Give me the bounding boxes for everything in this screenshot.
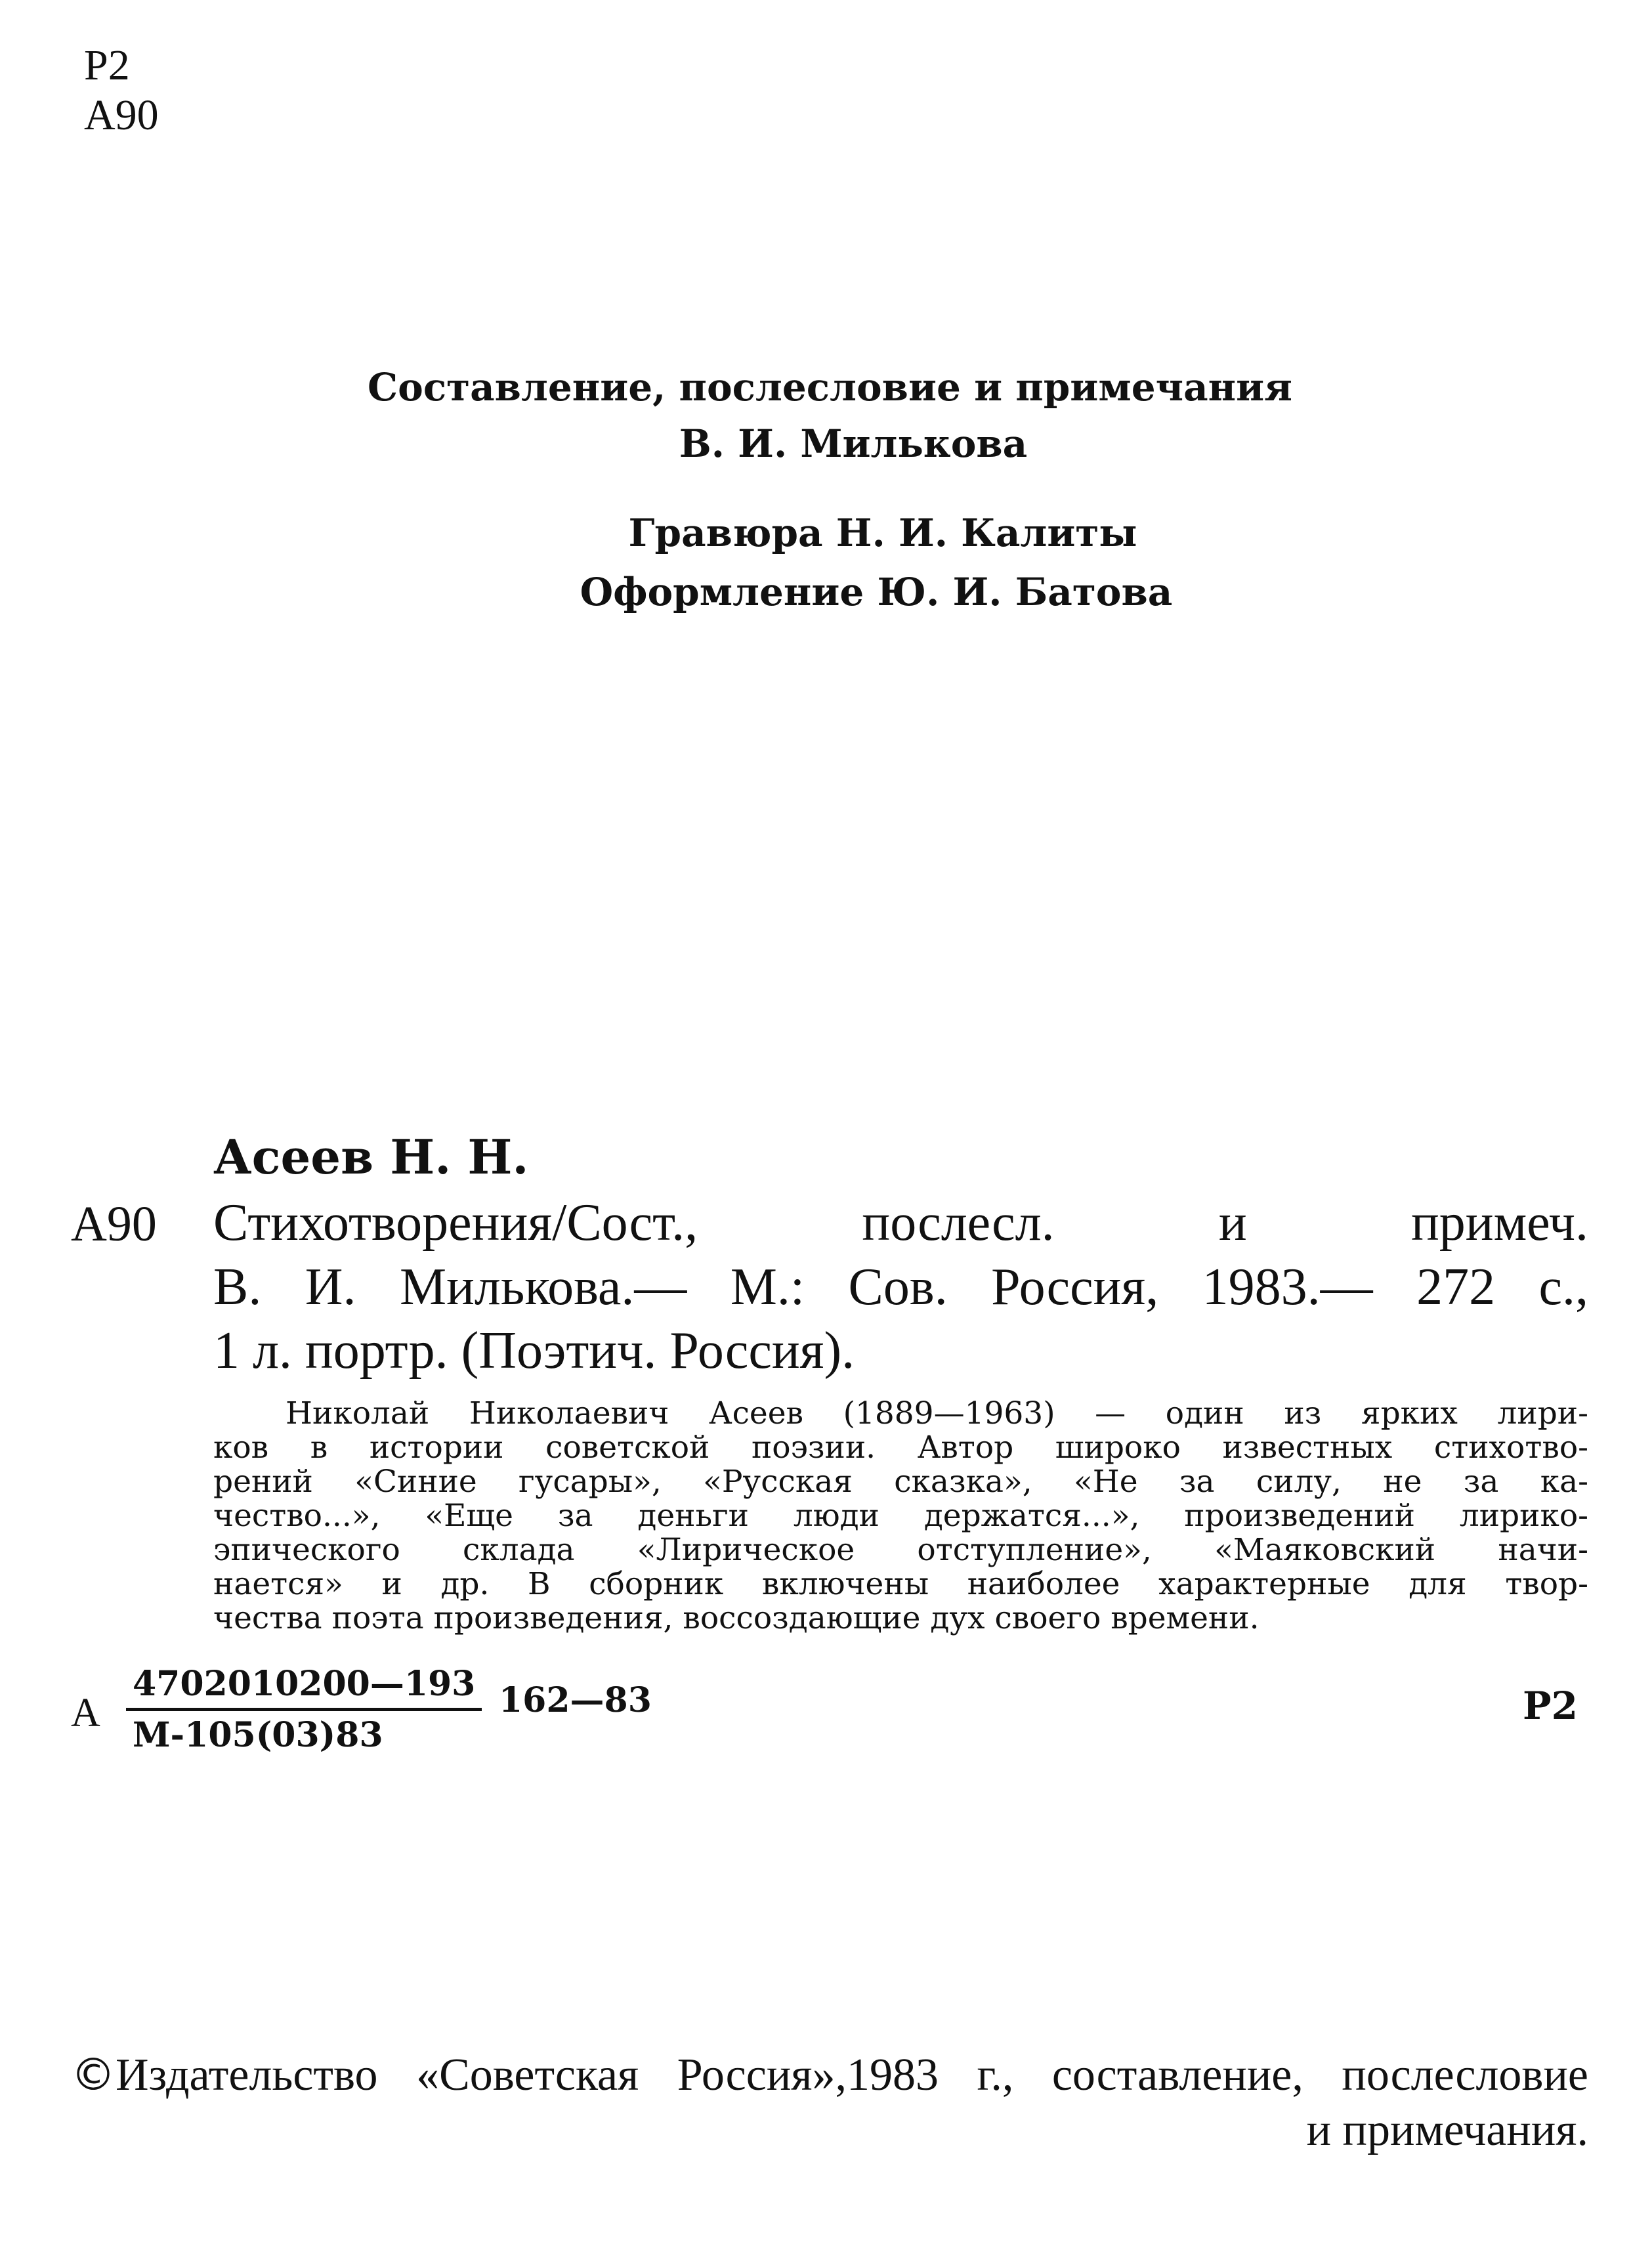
copyright-line-1	[71, 2048, 1588, 2103]
bibliographic-line-3: 1 л. портр. (Поэтич. Россия).	[213, 1322, 855, 1380]
index-denominator: М-105(03)83	[133, 1715, 383, 1755]
classification-code-right: Р2	[1523, 1684, 1578, 1728]
author-heading: Асеев Н. Н.	[213, 1129, 529, 1185]
design-credit: Оформление Ю. И. Батова	[580, 570, 1173, 614]
annotation-line: эпического склада «Лирическое отступление», «Маяковский начи-	[213, 1532, 1588, 1568]
compiler-role: Составление, послесловие и примечания	[368, 365, 1292, 410]
copyright-notice	[71, 2048, 1588, 2158]
catalog-code: А90	[71, 1197, 157, 1252]
bibliographic-line-2: В. И. Милькова.— М.: Сов. Россия, 1983.— 272 с.,	[213, 1258, 1588, 1316]
annotation	[213, 1397, 1588, 1636]
bibliographic-line-1: Стихотворения/Сост., послесл. и примеч.	[213, 1194, 1588, 1252]
classification-code	[84, 41, 159, 140]
copyright-sign-icon: ©	[71, 2049, 116, 2101]
class-code-line-2: А90	[84, 91, 159, 139]
annotation-line: нается» и др. В сборник включены наиболее характерные для твор-	[213, 1566, 1588, 1602]
order-number: 162—83	[499, 1680, 652, 1720]
index-fraction	[126, 1664, 482, 1755]
engraving-credit: Гравюра Н. И. Калиты	[628, 511, 1137, 555]
annotation-line: ков в истории советской поэзии. Автор широко известных стихотво-	[213, 1430, 1588, 1466]
compiler-name: В. И. Милькова	[679, 421, 1028, 466]
annotation-line: рений «Синие гусары», «Русская сказка», «Не за силу, не за ка-	[213, 1464, 1588, 1500]
copyright-text: Издательство «Советская Россия»,1983 г., составление, послесловие	[116, 2050, 1588, 2100]
annotation-line: чество...», «Еще за деньги люди держатся...», произведений лирико-	[213, 1498, 1588, 1534]
annotation-line: чества поэта произведения, воссоздающие дух своего времени.	[213, 1600, 1260, 1636]
copyright-line-2: и примечания.	[1306, 2105, 1588, 2155]
index-numerator: 4702010200—193	[126, 1664, 482, 1711]
index-letter: А	[71, 1691, 100, 1735]
annotation-line: Николай Николаевич Асеев (1889—1963) — один из ярких лири-	[286, 1395, 1588, 1431]
class-code-line-1: Р2	[84, 41, 130, 89]
